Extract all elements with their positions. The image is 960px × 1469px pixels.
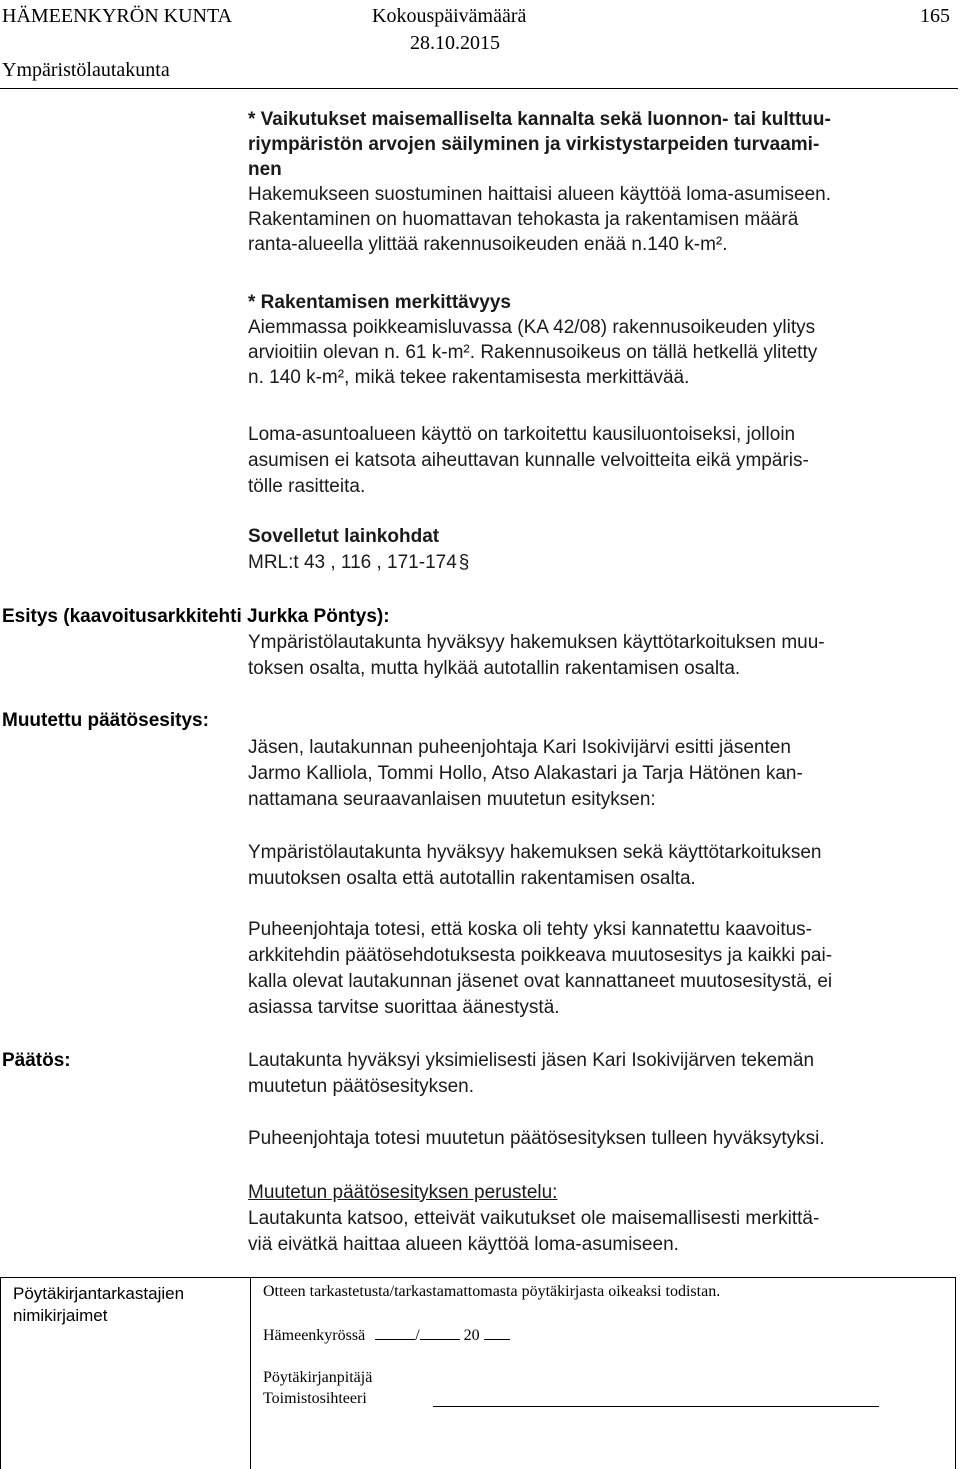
place-date-line [263, 1325, 510, 1346]
applied-law-text [248, 550, 948, 576]
landscape-heading-line: * Vaikutukset maisemalliselta kannalta sekä luonnon- tai kulttuu- [248, 109, 831, 130]
certification-statement: Otteen tarkastetusta/tarkastamattomasta pöytäkirjasta oikeaksi todistan. [263, 1283, 721, 1300]
keeper-title: Pöytäkirjanpitäjä [263, 1369, 373, 1386]
significance-body-line: Aiemmassa poikkeamisluvassa (KA 42/08) rakennusoikeuden ylitys [248, 317, 816, 338]
organization-name: HÄMEENKYRÖN KUNTA [2, 5, 233, 27]
amended-p3-line: arkkitehdin päätösehdotuksesta poikkeava muutosesitys ja kaikki pai- [248, 945, 833, 966]
section-sign: § [458, 552, 470, 573]
amended-p2-line: Ympäristölautakunta hyväksyy hakemuksen sekä käyttötarkoituksen [248, 842, 822, 863]
proposal-label: Esitys (kaavoitusarkkitehti Jurkka Pöntys): [2, 606, 390, 627]
applied-law-section [248, 524, 948, 576]
applied-law-references: MRL:t 43 , 116 , 171-174 [248, 552, 457, 573]
significance-section [248, 290, 948, 390]
decision-p1-line: muutetun päätösesityksen. [248, 1076, 475, 1097]
significance-body-line: n. 140 k-m², mikä tekee rakentamisesta merkittävää. [248, 367, 690, 388]
significance-body-line: arvioitiin olevan n. 61 k-m². Rakennusoikeus on tällä hetkellä ylitetty [248, 342, 818, 363]
checkers-initials-label [13, 1283, 184, 1327]
usage-line: Loma-asuntoalueen käyttö on tarkoitettu kausiluontoiseksi, jolloin [248, 424, 796, 445]
place-name: Hämeenkyrössä [263, 1327, 366, 1344]
month-blank [420, 1325, 460, 1340]
landscape-heading-line: nen [248, 159, 282, 180]
significance-heading: * Rakentamisen merkittävyys [248, 292, 511, 313]
landscape-body-line: ranta-alueella ylittää rakennusoikeuden enää n.140 k-m². [248, 234, 728, 255]
decision-rationale [248, 1180, 948, 1258]
rationale-line: viä eivätkä haittaa alueen käyttöä loma-asumiseen. [248, 1234, 679, 1255]
meeting-date: 28.10.2015 [410, 32, 500, 54]
amended-p3-line: Puheenjohtaja totesi, että koska oli tehty yksi kannatettu kaavoitus- [248, 919, 812, 940]
decision-p2-line: Puheenjohtaja totesi muutetun päätösesityksen tulleen hyväksytyksi. [248, 1128, 825, 1149]
certification-box [0, 1277, 956, 1469]
proposal-line: toksen osalta, mutta hylkää autotallin rakentamisen osalta. [248, 658, 741, 679]
committee-name: Ympäristölautakunta [2, 59, 170, 81]
year-blank [484, 1325, 510, 1340]
amended-p1-line: Jarmo Kalliola, Tommi Hollo, Atso Alakastari ja Tarja Hätönen kan- [248, 763, 803, 784]
header-divider [0, 88, 958, 89]
date-slash: / [415, 1327, 420, 1344]
date-label: Kokouspäivämäärä [372, 5, 527, 27]
keeper-role: Toimistosihteeri [263, 1390, 367, 1407]
landscape-body-line: Rakentaminen on huomattavan tehokasta ja rakentamisen määrä [248, 209, 799, 230]
usage-line: tölle rasitteita. [248, 476, 366, 497]
amended-proposal-label: Muutettu päätösesitys: [2, 710, 209, 731]
amended-p2-line: muutoksen osalta että autotallin rakentamisen osalta. [248, 868, 696, 889]
rationale-heading: Muutetun päätösesityksen perustelu: [248, 1182, 558, 1203]
amended-p3 [248, 917, 948, 1021]
amended-p2 [248, 840, 948, 892]
landscape-heading-line: riympäristön arvojen säilyminen ja virkistystarpeiden turvaami- [248, 134, 820, 155]
amended-p1-line: Jäsen, lautakunnan puheenjohtaja Kari Isokivijärvi esitti jäsenten [248, 737, 791, 758]
page-number: 165 [920, 5, 950, 27]
usage-paragraph [248, 422, 948, 500]
landscape-body-line: Hakemukseen suostuminen haittaisi alueen käyttöä loma-asumiseen. [248, 184, 831, 205]
decision-label: Päätös: [2, 1050, 71, 1071]
signature-line [433, 1406, 879, 1407]
year-prefix: 20 [463, 1327, 480, 1344]
decision-p2 [248, 1126, 948, 1152]
decision-p1 [248, 1048, 948, 1100]
checkers-label-line: nimikirjaimet [13, 1306, 108, 1325]
applied-law-heading: Sovelletut lainkohdat [248, 526, 440, 547]
amended-p3-line: kalla olevat lautakunnan jäsenet ovat kannattaneet muutosesitystä, ei [248, 971, 833, 992]
amended-p1 [248, 735, 948, 813]
usage-line: asumisen ei katsota aiheuttavan kunnalle velvoitteita eikä ympäris- [248, 450, 809, 471]
box-divider [250, 1278, 251, 1469]
checkers-label-line: Pöytäkirjantarkastajien [13, 1284, 185, 1303]
day-blank [375, 1325, 415, 1340]
proposal-line: Ympäristölautakunta hyväksyy hakemuksen käyttötarkoituksen muu- [248, 632, 825, 653]
proposal-body [248, 630, 948, 682]
rationale-line: Lautakunta katsoo, etteivät vaikutukset ole maisemallisesti merkittä- [248, 1208, 820, 1229]
amended-p3-line: asiassa tarvitse suorittaa äänestystä. [248, 997, 560, 1018]
amended-p1-line: nattamana seuraavanlaisen muutetun esityksen: [248, 789, 656, 810]
landscape-section [248, 107, 948, 257]
decision-p1-line: Lautakunta hyväksyi yksimielisesti jäsen Kari Isokivijärven tekemän [248, 1050, 815, 1071]
